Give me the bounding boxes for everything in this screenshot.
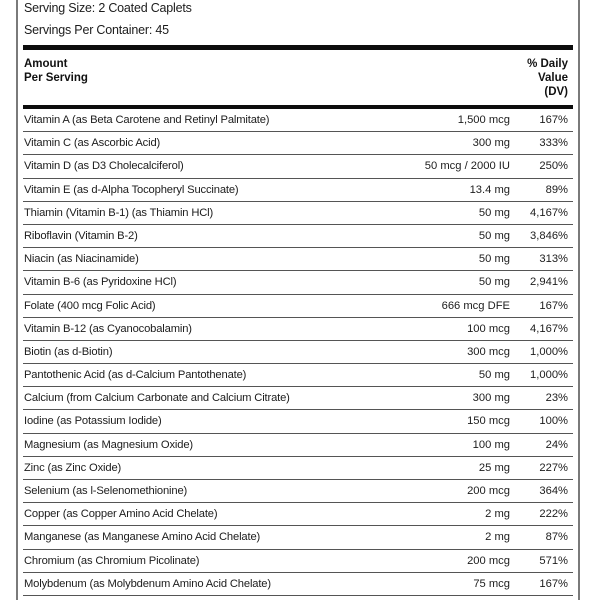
nutrient-name: Vitamin C (as Ascorbic Acid)	[24, 137, 161, 150]
nutrient-amount: 100 mg	[472, 438, 510, 451]
nutrient-name: Vitamin E (as d-Alpha Tocopheryl Succinate)	[24, 183, 239, 196]
nutrient-daily-value: 2,941%	[530, 276, 568, 289]
nutrient-name: Chromium (as Chromium Picolinate)	[24, 554, 200, 567]
nutrient-daily-value: 333%	[539, 137, 568, 150]
nutrient-name: Iodine (as Potassium Iodide)	[24, 415, 162, 428]
nutrient-amount: 2 mg	[485, 508, 510, 521]
nutrient-row	[23, 526, 573, 549]
nutrient-name: Magnesium (as Magnesium Oxide)	[24, 438, 193, 451]
nutrient-amount: 50 mg	[478, 276, 510, 289]
nutrient-row	[23, 550, 573, 573]
nutrient-amount: 300 mg	[472, 137, 510, 150]
dv-header-line3: (DV)	[544, 86, 568, 98]
nutrient-daily-value: 167%	[539, 577, 568, 590]
nutrient-daily-value: 24%	[545, 438, 568, 451]
nutrient-row	[23, 387, 573, 410]
nutrient-amount: 200 mcg	[467, 554, 510, 567]
nutrient-daily-value: 3,846%	[530, 229, 568, 242]
nutrient-daily-value: 87%	[545, 531, 568, 544]
nutrient-amount: 75 mcg	[473, 577, 510, 590]
amount-header-line1: Amount	[24, 58, 68, 70]
nutrient-daily-value: 364%	[539, 485, 568, 497]
nutrient-amount: 300 mg	[472, 392, 510, 405]
nutrient-row	[23, 457, 573, 480]
amount-per-serving-header	[24, 57, 88, 85]
nutrient-amount: 50 mg	[478, 206, 510, 219]
nutrient-amount: 50 mg	[478, 369, 510, 382]
nutrient-daily-value: 167%	[539, 114, 568, 126]
nutrient-name: Folate (400 mcg Folic Acid)	[24, 299, 156, 312]
nutrient-name: Manganese (as Manganese Amino Acid Chelate)	[24, 531, 261, 544]
dv-header-line1: % Daily	[527, 58, 568, 70]
nutrient-row	[23, 295, 573, 318]
nutrient-name: Selenium (as l-Selenomethionine)	[24, 485, 188, 497]
nutrient-daily-value: 4,167%	[530, 206, 568, 219]
supplement-facts-panel	[16, 0, 580, 600]
nutrient-row	[23, 573, 573, 596]
nutrient-daily-value: 250%	[539, 160, 568, 173]
nutrient-daily-value: 1,000%	[530, 369, 568, 382]
nutrient-row	[23, 248, 573, 271]
nutrient-amount: 300 mcg	[467, 345, 510, 358]
nutrient-amount: 1,500 mcg	[457, 114, 510, 126]
nutrient-daily-value: 1,000%	[530, 345, 568, 358]
nutrient-daily-value: 4,167%	[530, 322, 568, 335]
nutrient-row	[23, 503, 573, 526]
nutrient-name: Riboflavin (Vitamin B-2)	[24, 229, 138, 242]
nutrient-amount: 50 mg	[478, 229, 510, 242]
nutrient-name: Copper (as Copper Amino Acid Chelate)	[24, 508, 218, 521]
nutrient-row	[23, 225, 573, 248]
nutrient-daily-value: 89%	[545, 183, 568, 196]
nutrient-name: Calcium (from Calcium Carbonate and Calcium Citrate)	[24, 392, 290, 405]
nutrient-amount: 200 mcg	[467, 485, 510, 497]
nutrient-row	[23, 410, 573, 433]
nutrient-name: Molybdenum (as Molybdenum Amino Acid Chelate)	[24, 577, 271, 590]
nutrient-amount: 2 mg	[485, 531, 510, 544]
nutrient-name: Zinc (as Zinc Oxide)	[24, 461, 122, 474]
nutrient-daily-value: 100%	[539, 415, 568, 428]
nutrient-row	[23, 271, 573, 294]
nutrient-amount: 666 mcg DFE	[441, 299, 510, 312]
nutrient-daily-value: 23%	[545, 392, 568, 405]
nutrient-name: Vitamin D (as D3 Cholecalciferol)	[24, 160, 184, 173]
nutrient-row	[23, 318, 573, 341]
nutrient-row	[23, 364, 573, 387]
nutrient-row	[23, 155, 573, 178]
nutrient-row	[23, 341, 573, 364]
nutrient-amount: 100 mcg	[467, 322, 510, 335]
nutrient-row	[23, 109, 573, 132]
nutrient-amount: 50 mg	[478, 253, 510, 266]
divider-thick	[23, 45, 573, 50]
nutrient-amount: 150 mcg	[467, 415, 510, 428]
nutrient-row	[23, 434, 573, 457]
nutrient-row	[23, 179, 573, 202]
nutrient-name: Vitamin A (as Beta Carotene and Retinyl Palmitate)	[24, 114, 270, 126]
nutrient-amount: 25 mg	[478, 461, 510, 474]
nutrient-name: Thiamin (Vitamin B-1) (as Thiamin HCl)	[24, 206, 214, 219]
serving-size: Serving Size: 2 Coated Caplets	[24, 1, 192, 15]
nutrient-daily-value: 167%	[539, 299, 568, 312]
nutrient-daily-value: 227%	[539, 461, 568, 474]
nutrient-row	[23, 202, 573, 225]
daily-value-header	[527, 57, 568, 99]
nutrient-name: Niacin (as Niacinamide)	[24, 253, 139, 266]
dv-header-line2: Value	[537, 72, 568, 84]
nutrient-daily-value: 313%	[539, 253, 568, 266]
nutrient-name: Biotin (as d-Biotin)	[24, 345, 113, 358]
servings-per-container: Servings Per Container: 45	[24, 23, 169, 37]
nutrient-amount: 50 mcg / 2000 IU	[424, 160, 510, 173]
nutrient-amount: 13.4 mg	[469, 183, 510, 196]
nutrient-row	[23, 132, 573, 155]
nutrient-name: Vitamin B-6 (as Pyridoxine HCl)	[24, 276, 177, 289]
nutrient-name: Pantothenic Acid (as d-Calcium Pantothenate)	[24, 369, 247, 382]
nutrient-row	[23, 480, 573, 503]
amount-header-line2: Per Serving	[24, 72, 88, 84]
nutrient-daily-value: 222%	[539, 508, 568, 521]
nutrient-table	[23, 109, 573, 596]
nutrient-name: Vitamin B-12 (as Cyanocobalamin)	[24, 322, 192, 335]
nutrient-daily-value: 571%	[539, 554, 568, 567]
